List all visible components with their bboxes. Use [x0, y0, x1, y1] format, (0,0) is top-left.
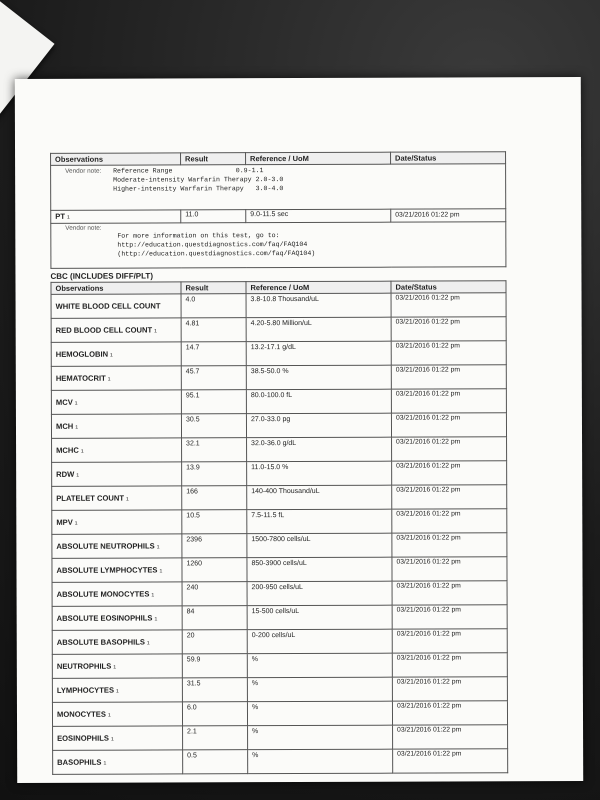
- table-row: [52, 701, 507, 727]
- table-row: [51, 341, 506, 367]
- observation-name: MCHC: [56, 445, 79, 455]
- reference-range: %: [247, 677, 392, 702]
- reference-range: 80.0-100.0 fL: [246, 389, 391, 414]
- date-status: 03/21/2016 01:22 pm: [391, 413, 506, 437]
- observation-mark: 1: [151, 592, 155, 599]
- table-row: [51, 365, 506, 391]
- header-reference: Reference / UoM: [246, 152, 391, 165]
- table-row: [52, 461, 507, 487]
- observation-mark: 1: [116, 688, 119, 695]
- pt-reference: 9.0-11.5 sec: [246, 209, 391, 223]
- observation-mark: 1: [103, 760, 107, 767]
- observation-name: ABSOLUTE EOSINOPHILS: [56, 613, 153, 623]
- table-row: [51, 317, 506, 343]
- date-status: 03/21/2016 01:22 pm: [391, 341, 506, 365]
- result-value: 95.1: [181, 390, 246, 414]
- result-value: 2396: [182, 534, 247, 558]
- observation-name: ABSOLUTE BASOPHILS: [56, 637, 145, 647]
- header-result: Result: [181, 282, 246, 294]
- info-link: (http://education.questdiagnostics.com/faq/FAQ104): [117, 249, 316, 258]
- table-row: [52, 581, 507, 607]
- date-status: 03/21/2016 01:22 pm: [392, 653, 507, 677]
- reference-range: 0-200 cells/uL: [247, 629, 392, 654]
- result-value: 20: [182, 630, 247, 654]
- date-status: 03/21/2016 01:22 pm: [392, 629, 507, 653]
- observation-mark: 1: [110, 352, 113, 359]
- observation-mark: 1: [80, 448, 84, 455]
- date-status: 03/21/2016 01:22 pm: [392, 533, 507, 557]
- reference-range: 7.5-11.5 fL: [247, 509, 392, 534]
- observation-mark: 1: [74, 520, 78, 527]
- date-status: 03/21/2016 01:22 pm: [391, 293, 506, 317]
- observation-name: HEMOGLOBIN: [55, 349, 109, 359]
- header-status: Date/Status: [391, 281, 506, 293]
- observation-name: HEMATOCRIT: [55, 373, 106, 383]
- date-status: 03/21/2016 01:22 pm: [392, 509, 507, 533]
- reference-line: Moderate-intensity Warfarin Therapy 2.0-3.0: [113, 176, 284, 184]
- date-status: 03/21/2016 01:22 pm: [392, 581, 507, 605]
- date-status: 03/21/2016 01:22 pm: [393, 749, 508, 773]
- header-reference: Reference / UoM: [246, 281, 391, 294]
- info-line: For more information on this test, go to:: [117, 232, 280, 240]
- info-link: http://education.questdiagnostics.com/faq/FAQ104: [117, 240, 308, 249]
- vendor-note-2-row: [51, 222, 506, 269]
- date-status: 03/21/2016 01:22 pm: [392, 701, 507, 725]
- observation-name: RDW: [56, 469, 75, 479]
- observation-mark: 1: [126, 496, 129, 503]
- pt-result: 11.0: [181, 210, 246, 223]
- table-row: [52, 533, 507, 559]
- table-row: [51, 389, 506, 415]
- table-row: [52, 605, 507, 631]
- header-result: Result: [181, 153, 246, 165]
- observation-name: ABSOLUTE LYMPHOCYTES: [56, 565, 158, 575]
- date-status: 03/21/2016 01:22 pm: [392, 485, 507, 509]
- date-status: 03/21/2016 01:22 pm: [392, 461, 507, 485]
- cbc-table-body: [51, 293, 508, 775]
- observation-name: NEUTROPHILS: [56, 661, 112, 671]
- observation-mark: 1: [154, 328, 157, 335]
- reference-range: %: [248, 749, 393, 774]
- reference-range: 200-950 cells/uL: [247, 581, 392, 606]
- vendor-note-2-label: Vendor note:: [65, 224, 102, 232]
- observation-name: EOSINOPHILS: [57, 733, 109, 743]
- date-status: 03/21/2016 01:22 pm: [392, 677, 507, 701]
- date-status: 03/21/2016 01:22 pm: [392, 437, 507, 461]
- date-status: 03/21/2016 01:22 pm: [391, 365, 506, 389]
- reference-line: Higher-intensity Warfarin Therapy 3.0-4.0: [113, 185, 284, 193]
- observation-name: ABSOLUTE MONOCYTES: [56, 589, 150, 599]
- result-value: 0.5: [183, 750, 248, 774]
- reference-range: 13.2-17.1 g/dL: [246, 341, 391, 366]
- pt-mark: 1: [66, 214, 70, 221]
- reference-range: 140-400 Thousand/uL: [247, 485, 392, 510]
- observation-name: MPV: [56, 517, 73, 527]
- pt-status: 03/21/2016 01:22 pm: [391, 209, 506, 222]
- result-value: 4.81: [181, 318, 246, 342]
- observation-mark: 1: [107, 712, 111, 719]
- observation-name: LYMPHOCYTES: [56, 685, 115, 695]
- reference-range-lines: [113, 166, 283, 194]
- reference-range: 27.0-33.0 pg: [246, 413, 391, 438]
- observation-mark: 1: [110, 736, 114, 743]
- reference-range: 3.8-10.8 Thousand/uL: [246, 293, 391, 318]
- observation-mark: 1: [154, 616, 158, 623]
- observation-name: MCV: [55, 397, 73, 407]
- pt-table: [50, 151, 506, 269]
- result-value: 13.9: [182, 462, 247, 486]
- reference-line: Reference Range 0.9-1.1: [113, 167, 264, 175]
- table-row: [52, 485, 507, 511]
- table-row: [52, 509, 507, 535]
- table-row: [52, 437, 507, 463]
- table-row: [52, 653, 507, 679]
- result-value: 4.0: [181, 294, 246, 318]
- observation-mark: 1: [75, 424, 79, 431]
- observation-mark: 1: [146, 640, 150, 647]
- reference-range: 32.0-36.0 g/dL: [247, 437, 392, 462]
- date-status: 03/21/2016 01:22 pm: [391, 389, 506, 413]
- cbc-table: [50, 280, 508, 775]
- reference-range: 11.0-15.0 %: [247, 461, 392, 486]
- observation-mark: 1: [107, 376, 111, 383]
- reference-range: %: [247, 653, 392, 678]
- observation-name: MCH: [55, 421, 74, 431]
- result-value: 6.0: [182, 702, 247, 726]
- result-value: 10.5: [182, 510, 247, 534]
- date-status: 03/21/2016 01:22 pm: [391, 317, 506, 341]
- result-value: 14.7: [181, 342, 246, 366]
- reference-range: %: [248, 725, 393, 750]
- observation-name: RED BLOOD CELL COUNT: [55, 325, 153, 335]
- header-observations: Observations: [51, 153, 181, 165]
- result-value: 166: [182, 486, 247, 510]
- reference-range: 38.5-50.0 %: [246, 365, 391, 390]
- result-value: 84: [182, 606, 247, 630]
- observation-mark: 1: [76, 472, 80, 479]
- info-lines: [55, 230, 501, 259]
- result-value: 45.7: [181, 366, 246, 390]
- observation-name: ABSOLUTE NEUTROPHILS: [56, 541, 155, 551]
- date-status: 03/21/2016 01:22 pm: [392, 605, 507, 629]
- reference-range: 850-3900 cells/uL: [247, 557, 392, 582]
- result-value: 59.9: [182, 654, 247, 678]
- table-row: [53, 725, 508, 751]
- result-value: 32.1: [182, 438, 247, 462]
- observation-mark: 1: [74, 400, 78, 407]
- table-row: [52, 557, 507, 583]
- table-row: [51, 413, 506, 439]
- table-row: [52, 629, 507, 655]
- reference-range: 4.20-5.80 Million/uL: [246, 317, 391, 342]
- observation-mark: 1: [113, 664, 117, 671]
- observation-name: WHITE BLOOD CELL COUNT: [55, 301, 161, 311]
- date-status: 03/21/2016 01:22 pm: [392, 557, 507, 581]
- date-status: 03/21/2016 01:22 pm: [393, 725, 508, 749]
- reference-range: %: [247, 701, 392, 726]
- result-value: 1260: [182, 558, 247, 582]
- observation-mark: 1: [156, 544, 160, 551]
- observation-mark: 1: [159, 568, 163, 575]
- lab-report-page: [15, 77, 583, 783]
- vendor-note-row: [51, 164, 506, 211]
- table-row: [52, 677, 507, 703]
- observation-name: MONOCYTES: [56, 709, 106, 719]
- table-row: [53, 749, 508, 775]
- result-value: 240: [182, 582, 247, 606]
- observation-name: BASOPHILS: [57, 757, 102, 767]
- header-observations: Observations: [51, 282, 181, 294]
- header-status: Date/Status: [391, 152, 506, 164]
- result-value: 2.1: [183, 726, 248, 750]
- vendor-note-label: Vendor note:: [65, 167, 102, 175]
- reference-range: 15-500 cells/uL: [247, 605, 392, 630]
- reference-range: 1500-7800 cells/uL: [247, 533, 392, 558]
- table-row: [51, 293, 506, 319]
- pt-name: PT: [55, 211, 65, 221]
- result-value: 30.5: [181, 414, 246, 438]
- cbc-section-title: CBC (INCLUDES DIFF/PLT): [50, 271, 153, 281]
- observation-name: PLATELET COUNT: [56, 493, 125, 503]
- result-value: 31.5: [182, 678, 247, 702]
